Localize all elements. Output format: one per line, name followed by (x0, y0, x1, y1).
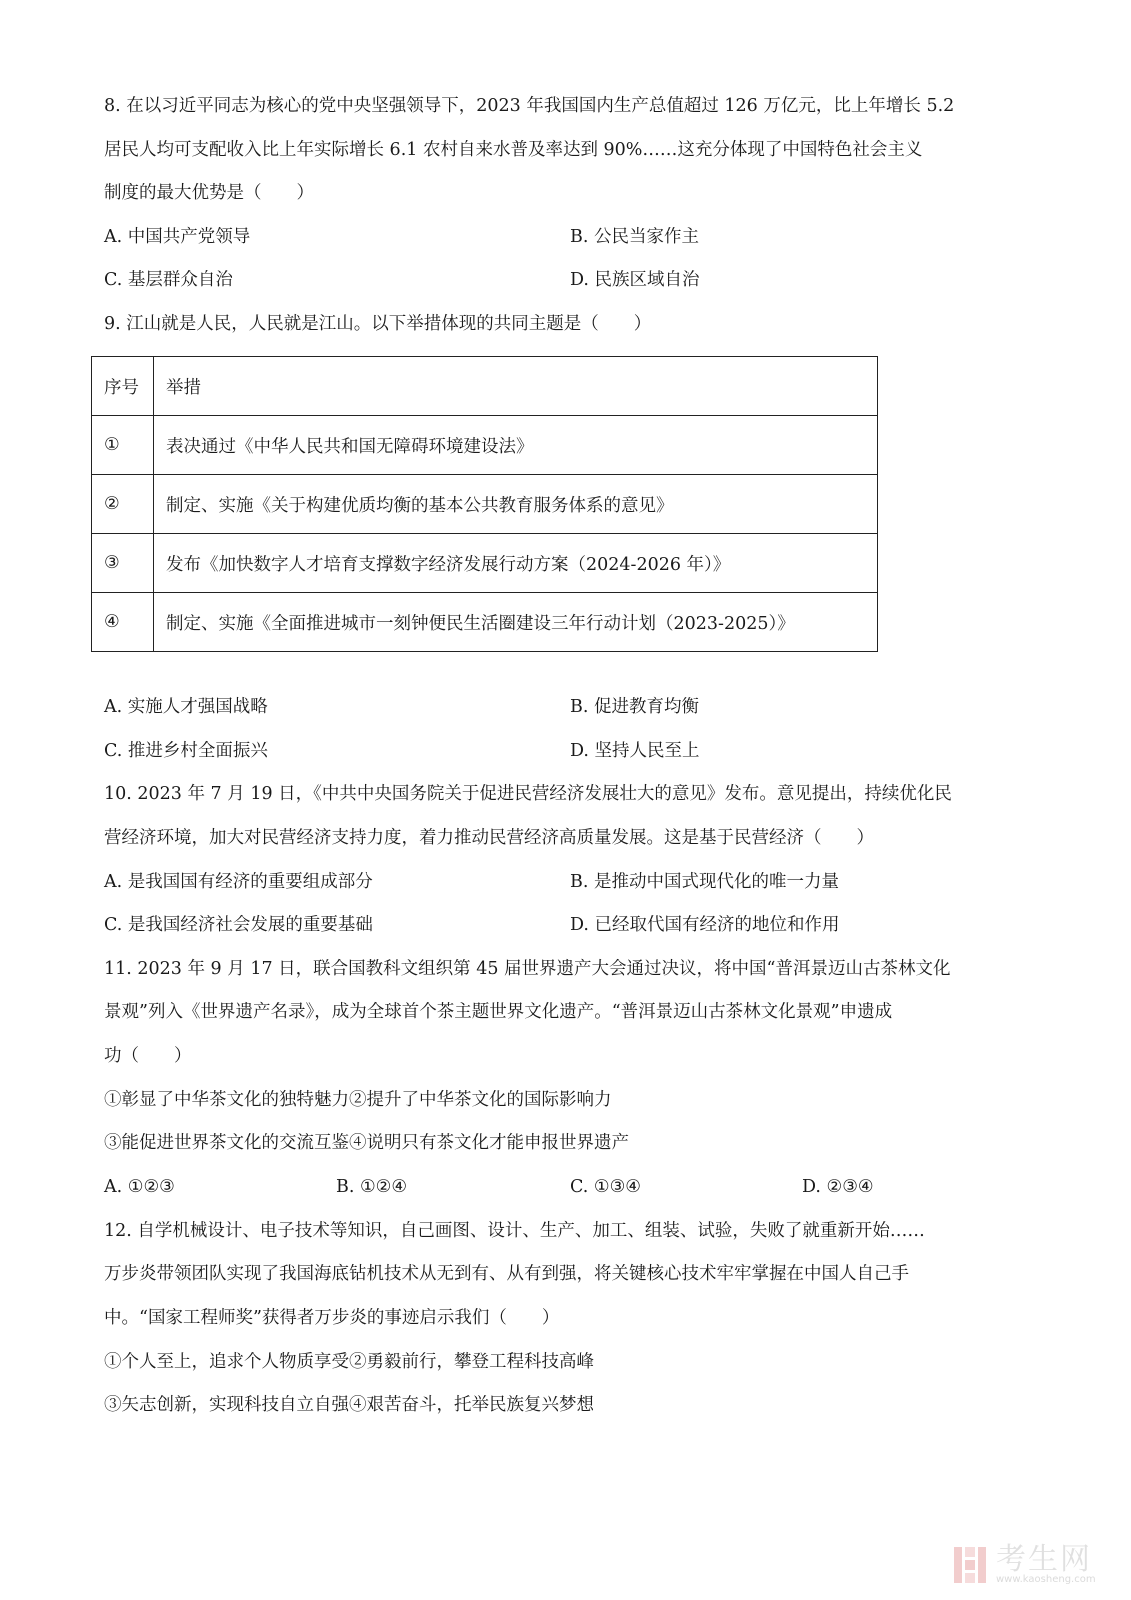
q10-option-c: C. 是我国经济社会发展的重要基础 (104, 915, 373, 935)
table-header-row (92, 357, 878, 416)
watermark-url: www.kaosheng.com (996, 1574, 1096, 1585)
q12-stem-line-2: 万步炎带领团队实现了我国海底钻机技术从无到有、从有到强，将关键核心技术牢牢掌握在中国人自己手 (104, 1264, 909, 1284)
q9-stem: 9. 江山就是人民，人民就是江山。以下举措体现的共同主题是（ ） (104, 314, 652, 334)
table-row (92, 534, 878, 593)
q12-statement-line-1: ①个人至上，追求个人物质享受②勇毅前行，攀登工程科技高峰 (104, 1352, 594, 1372)
q9-option-a: A. 实施人才强国战略 (104, 697, 268, 717)
q12-statement-line-2: ③矢志创新，实现科技自立自强④艰苦奋斗，托举民族复兴梦想 (104, 1395, 594, 1415)
table-row (92, 416, 878, 475)
kaosheng-logo-icon (952, 1545, 988, 1585)
q11-option-d: D. ②③④ (802, 1177, 874, 1197)
q9-option-c: C. 推进乡村全面振兴 (104, 741, 268, 761)
q8-option-d: D. 民族区域自治 (570, 270, 700, 290)
q11-statement-line-2: ③能促进世界茶文化的交流互鉴④说明只有茶文化才能申报世界遗产 (104, 1133, 629, 1153)
q10-option-a: A. 是我国国有经济的重要组成部分 (104, 872, 373, 892)
q11-option-b: B. ①②④ (336, 1177, 408, 1197)
table-cell-index: ② (92, 475, 154, 534)
q11-statement-line-1: ①彰显了中华茶文化的独特魅力②提升了中华茶文化的国际影响力 (104, 1090, 612, 1110)
q11-stem-line-3: 功（ ） (104, 1046, 192, 1066)
table-cell-measure: 表决通过《中华人民共和国无障碍环境建设法》 (154, 416, 878, 475)
table-cell-measure: 制定、实施《关于构建优质均衡的基本公共教育服务体系的意见》 (154, 475, 878, 534)
table-row (92, 593, 878, 652)
table-row (92, 475, 878, 534)
q12-stem-line-1: 12. 自学机械设计、电子技术等知识，自己画图、设计、生产、加工、组装、试验，失败了就重新开始…… (104, 1221, 925, 1241)
q8-option-b: B. 公民当家作主 (570, 227, 699, 247)
q11-option-a: A. ①②③ (104, 1177, 175, 1197)
table-cell-index: ④ (92, 593, 154, 652)
q8-option-c: C. 基层群众自治 (104, 270, 233, 290)
q9-option-b: B. 促进教育均衡 (570, 697, 699, 717)
q8-stem-line-3: 制度的最大优势是（ ） (104, 183, 314, 203)
q9-measures-table (91, 356, 878, 652)
watermark (952, 1540, 1122, 1590)
table-header-index: 序号 (92, 357, 154, 416)
q11-stem-line-2: 景观”列入《世界遗产名录》，成为全球首个茶主题世界文化遗产。“普洱景迈山古茶林文化景观”申遗成 (104, 1002, 893, 1022)
table-cell-measure: 制定、实施《全面推进城市一刻钟便民生活圈建设三年行动计划（2023-2025）》 (154, 593, 878, 652)
q8-stem-line-1: 8. 在以习近平同志为核心的党中央坚强领导下，2023 年我国国内生产总值超过 126 万亿元，比上年增长 5.2 (104, 96, 955, 116)
table-cell-measure: 发布《加快数字人才培育支撑数字经济发展行动方案（2024-2026 年）》 (154, 534, 878, 593)
q12-stem-line-3: 中。“国家工程师奖”获得者万步炎的事迹启示我们（ ） (104, 1308, 560, 1328)
table-cell-index: ③ (92, 534, 154, 593)
q11-stem-line-1: 11. 2023 年 9 月 17 日，联合国教科文组织第 45 届世界遗产大会通过决议，将中国“普洱景迈山古茶林文化 (104, 959, 951, 979)
table-cell-index: ① (92, 416, 154, 475)
q8-stem-line-2: 居民人均可支配收入比上年实际增长 6.1 农村自来水普及率达到 90%……这充分体现了中国特色社会主义 (104, 140, 923, 160)
q10-stem-line-1: 10. 2023 年 7 月 19 日，《中共中央国务院关于促进民营经济发展壮大的意见》发布。意见提出，持续优化民 (104, 784, 952, 804)
q8-option-a: A. 中国共产党领导 (104, 227, 251, 247)
q11-option-c: C. ①③④ (570, 1177, 641, 1197)
table-header-measure: 举措 (154, 357, 878, 416)
q10-option-d: D. 已经取代国有经济的地位和作用 (570, 915, 840, 935)
q9-option-d: D. 坚持人民至上 (570, 741, 700, 761)
q10-stem-line-2: 营经济环境，加大对民营经济支持力度，着力推动民营经济高质量发展。这是基于民营经济（ ） (104, 828, 874, 848)
watermark-text: 考生网 (996, 1542, 1092, 1577)
q10-option-b: B. 是推动中国式现代化的唯一力量 (570, 872, 839, 892)
